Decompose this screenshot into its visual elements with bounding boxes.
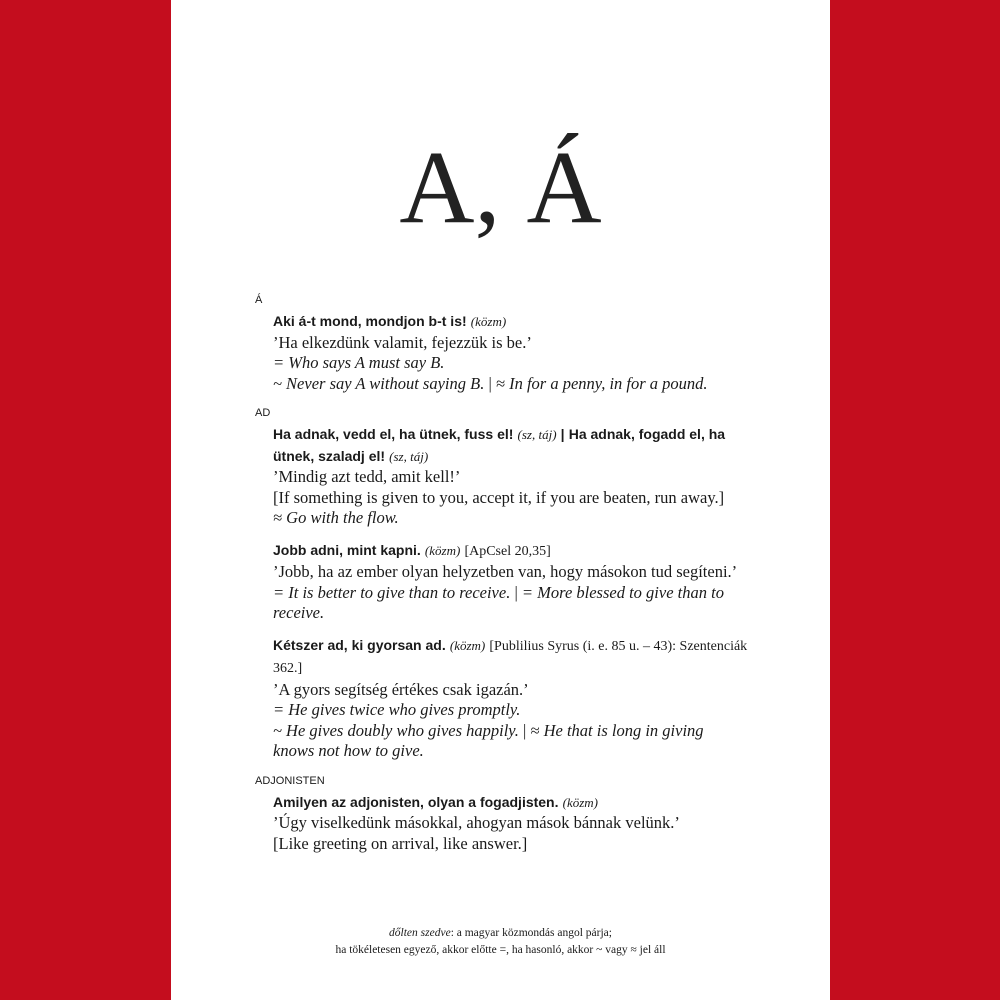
proverb-variant: Ha adnak, fogadd el, ha ütnek, szaladj el! [273, 426, 726, 464]
usage-tag: (közm) [449, 637, 486, 653]
proverb: Kétszer ad, ki gyorsan ad. [273, 636, 446, 653]
entry-proverb-line [273, 635, 748, 680]
section-head: Á [255, 294, 263, 306]
english-equivalent: = More blessed to give than to receive. [273, 582, 724, 622]
english-equivalent: = He gives twice who gives promptly. [273, 700, 521, 719]
usage-tag: (közm) [470, 314, 507, 329]
usage-tag: (közm) [424, 542, 461, 558]
entry-proverb-line [273, 311, 748, 333]
entry [273, 635, 748, 762]
section-head: AD [255, 407, 271, 419]
english-similar-line [273, 374, 748, 395]
english-equivalent-line [273, 583, 748, 624]
english-similar: ~ He gives doubly who gives happily. [273, 720, 519, 740]
proverb: Jobb adni, mint kapni. [273, 541, 421, 558]
footnote-italic: dőlten szedve [389, 927, 451, 939]
english-equivalent: = Who says A must say B. [273, 353, 445, 372]
footnote-line-2: ha tökéletesen egyező, akkor előtte =, ha hasonló, akkor ~ vagy ≈ jel áll [335, 944, 666, 956]
source-reference: [ApCsel 20,35] [464, 543, 551, 559]
section-head: ADJONISTEN [255, 774, 325, 787]
english-similar: ≈ He that is long in giving knows not how to give. [273, 720, 704, 760]
source-reference: [Publilius Syrus (i. e. 85 u. – 43): Szentenciák 362.] [273, 638, 748, 676]
footnote-line-1 [171, 925, 830, 942]
footnote-text: : a magyar közmondás angol párja; [450, 927, 612, 939]
usage-tag: (sz, táj) [389, 448, 429, 464]
english-equivalent: = It is better to give than to receive. [273, 582, 511, 602]
meaning: ’Úgy viselkedünk másokkal, ahogyan mások bánnak velünk.’ [273, 813, 680, 832]
entry-proverb-line [273, 540, 748, 563]
literal-translation: [If something is given to you, accept it, if you are beaten, run away.] [273, 487, 725, 507]
entry [273, 540, 748, 624]
legend-footnote [171, 925, 830, 959]
meaning: ’Ha elkezdünk valamit, fejezzük is be.’ [273, 332, 532, 352]
meaning: ’A gyors segítség értékes csak igazán.’ [273, 679, 529, 699]
proverb: Amilyen az adjonisten, olyan a fogadjisten. [273, 793, 559, 810]
dictionary-content [171, 292, 830, 865]
english-similar: ~ Never say A without saying B. [273, 373, 485, 393]
page-title: A, Á [399, 130, 602, 245]
entry-proverb-line [273, 424, 748, 467]
entry [273, 792, 748, 855]
book-page [171, 0, 830, 1000]
section-a-accent [171, 292, 830, 394]
separator: | [560, 426, 565, 442]
meaning: ’Jobb, ha az ember olyan helyzetben van, hogy másokon tud segíteni.’ [273, 562, 738, 581]
literal-translation: [Like greeting on arrival, like answer.] [273, 833, 528, 853]
section-ad [171, 405, 830, 762]
english-similar: ≈ In for a penny, in for a pound. [495, 373, 708, 393]
meaning: ’Mindig azt tedd, amit kell!’ [273, 467, 461, 486]
section-adjonisten [171, 773, 830, 855]
usage-tag: (sz, táj) [517, 427, 557, 442]
separator: | [488, 373, 492, 393]
entry [273, 311, 748, 394]
entry-proverb-line [273, 792, 748, 814]
english-similar-line [273, 721, 748, 762]
proverb: Aki á-t mond, mondjon b-t is! [273, 313, 467, 329]
english-similar: ≈ Go with the flow. [273, 508, 399, 527]
separator: | [522, 720, 527, 740]
proverb: Ha adnak, vedd el, ha ütnek, fuss el! [273, 426, 514, 442]
separator: | [514, 582, 518, 602]
entry [273, 424, 748, 529]
usage-tag: (közm) [562, 794, 599, 810]
